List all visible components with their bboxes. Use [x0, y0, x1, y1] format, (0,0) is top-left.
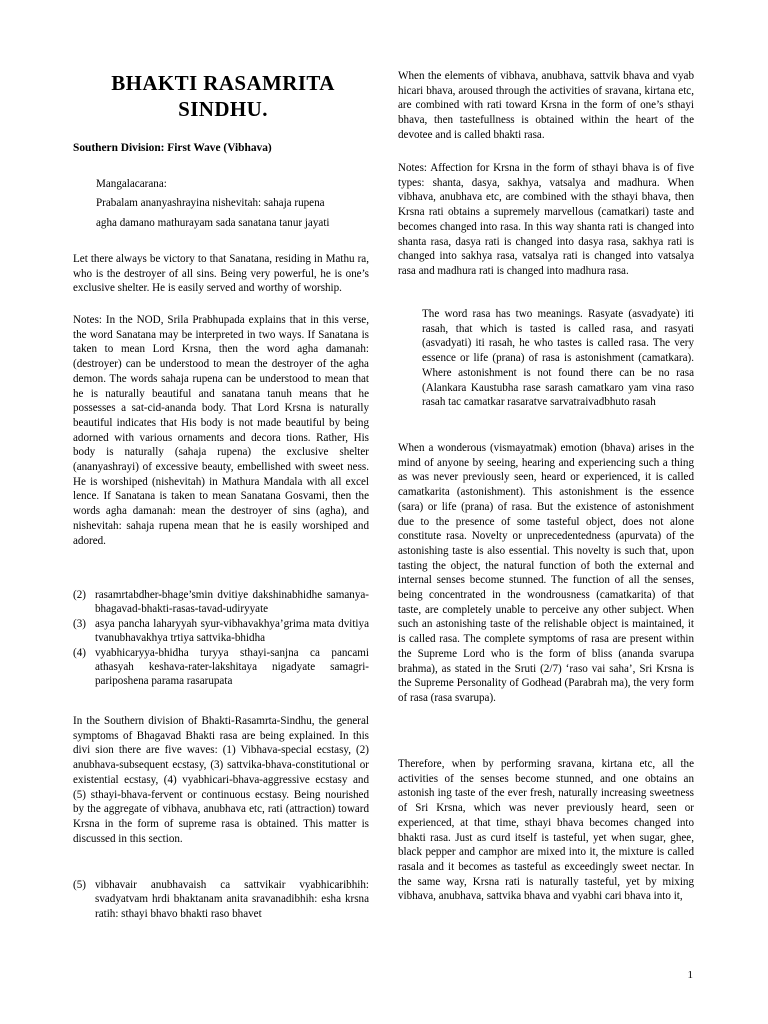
paragraph-text: When the elements of vibhava, anubhava, sattvik bhava and vyab hicari bhava, aroused through the activities of sravana, kirtana etc, are combined with rati toward Krsna in the form of one’s sthayi bhava, then tastefullness is obtained within the heart of the devotee and is called bhakti rasa.: [398, 70, 694, 141]
list-text: rasamrtabdher-bhage’smin dvitiye dakshinabhidhe samanya-bhagavad-bhakti-rasas-tavad-udiryyate: [95, 589, 369, 616]
section-subtitle: Southern Division: First Wave (Vibhava): [73, 142, 272, 154]
verse-line-1: [96, 196, 368, 211]
page-number: 1: [687, 969, 693, 981]
block-quote: [422, 307, 694, 410]
list-number: (2): [73, 589, 86, 601]
left-paragraph-3: [73, 714, 369, 846]
paragraph-text: Notes: In the NOD, Srila Prabhupada explains that in this verse, the word Sanatana may be interpreted in two ways. If Sanatana is taken to mean Lord Krsna, then the word agha damanah: (destroyer) can be understood to mean the destroyer of the agha demon. The words sahaja rupena can be understood to mean that he is naturally beautiful and sanatana tanuh means that he possesses a sat-cid-ananda body. That Lord Krsna is naturally beautiful indicates that His body is not made beautiful by being adorned with various ornaments and decora tions. Rather, His body is naturally (sahaja rupena) the exclusive shelter (ananyashrayi) of excessive beauty, embellished with sweet ness. He is worshiped (nishevitah) in Mathura Mandala with all excel lence. If Sanatana is taken to mean Sanatana Gosvami, then the words agha damanah: mean the destroyer of sins (agha), and nishevitah: sahaja rupena mean that he is easily worshiped and adored.: [73, 314, 369, 547]
mangalacarana-label: Mangalacarana:: [96, 178, 167, 190]
list-text: asya pancha laharyyah syur-vibhavakhya’grima mata dvitiya tvanubhavakhya trtiya sattvika-bhidha: [95, 617, 369, 645]
verse-text: Prabalam ananyashrayina nishevitah: sahaja rupena: [96, 197, 325, 209]
verse-list-1: [73, 588, 369, 689]
list-item: [73, 588, 369, 617]
paragraph-text: Let there always be victory to that Sanatana, residing in Mathu ra, who is the destroyer of all sins. Being very powerful, he is one’s exclusive shelter. He is easily served and worthy of worship.: [73, 253, 369, 295]
right-notes-paragraph: [398, 161, 694, 279]
verse-line-2: [96, 216, 368, 231]
paragraph-text: In the Southern division of Bhakti-Rasamrta-Sindhu, the general symptoms of Bhagavad Bhakti rasa are being explained. In this divi sion there are five waves: (1) Vibhava-special ecstasy, (2) anubhava-subsequent ecstasy, (3) sattvika-bhava-constitutional or existential ecstasy, (4) vyabhicari-bhava-aggressive ecstasy and (5) sthayi-bhava-fervent or continuous ecstasy. Being nourished by the aggregate of vibhava, anubhava etc, rati (attraction) toward Krsna in the form of supreme rasa is obtained. This matter is discussed in this section.: [73, 715, 369, 845]
quote-text: The word rasa has two meanings. Rasyate (asvadyate) iti rasah, that which is tasted is called rasa, and rasyati (asvadyati) iti rasah, he who tastes is called rasa. The very essence or life (prana) of rasa is astonishment (camatkara). Where astonishment is not found there can be no rasa (Alankara Kaustubha rase sarash camatkaro yam vina raso rasah tac camatkar rasaratve sarvatraivadbhuto rasah: [422, 308, 694, 409]
list-item: [73, 617, 369, 646]
right-paragraph-3: [398, 441, 694, 706]
left-notes-paragraph: [73, 313, 369, 548]
list-text: vibhavair anubhavaish ca sattvikair vyabhicaribhih: svadyatvam hrdi bhaktanam anita sravanadibhih: esha krsna ratih: sthayi bhavo bhakti raso bhavet: [95, 879, 369, 920]
paragraph-text: When a wonderous (vismayatmak) emotion (bhava) arises in the mind of anyone by seeing, hearing and experiencing such a thing as was never previously seen, heard or experienced, it is called camatkarita (astonishment). This astonishment is the essence (sara) or life (prana) of rasa. But the existence of astonishment due to the presence of some tasteful object, does not alone constitute rasa. Novelty or unprecedentedness (apurvata) of the astonishing taste is also essential. This novelty is such that, upon tasting the object, the natural function of both the external and internal senses become stunned. The function of all the senses, being concentrated in the wondrousness (camatkarita) of that taste, are completely unable to perceive any other subject. When such an astonishing taste of the relishable object is maintained, it is called rasa. The complete symptoms of rasa are present within the Supreme Lord who is the form of bliss (ananda svarupa brahma), as stated in the Sruti (2/7) ‘raso vai saha’, Sri Krsna is the Supreme Personality of Godhead (Parabrah ma), the very form of rasa (rasa svarupa).: [398, 442, 694, 704]
verse-list-2: [73, 878, 369, 921]
right-paragraph-4: [398, 757, 694, 904]
right-paragraph-1: [398, 69, 694, 143]
list-number: (5): [73, 879, 86, 891]
page-title: BHAKTI RASAMRITA SINDHU.: [111, 71, 335, 121]
verse-text: agha damano mathurayam sada sanatana tanur jayati: [96, 217, 330, 229]
list-text: vyabhicaryya-bhidha turyya sthayi-sanjna ca pancami athasyah keshava-rater-lakshitaya nigadyate samagri-pariposhena parama rasarupata: [95, 646, 369, 688]
paragraph-text: Notes: Affection for Krsna in the form of sthayi bhava is of five types: shanta, dasya, sakhya, vatsalya and madhura. When vibhava, anubhava etc, are combined with the sthayi bhava, then Krsna rati obtains a supremely marvellous (camatkari) taste and becomes changed into rasa. In this way shanta rati is changed into shanta rasa, dasya rati is changed into dasya rasa, sakhya rati is changed into sakhya rasa, vatsalya rati is changed into vatsalya rasa and madhura rati is changed into madhura rasa.: [398, 162, 694, 277]
list-number: (3): [73, 617, 86, 630]
mangalacarana-block: [96, 177, 368, 192]
list-item: [73, 878, 369, 921]
left-paragraph-1: [73, 252, 369, 296]
list-number: (4): [73, 646, 86, 659]
list-item: [73, 646, 369, 689]
paragraph-text: Therefore, when by performing sravana, kirtana etc, all the activities of the senses become stunned, and one obtains an astonish ing taste of the ever fresh, naturally increasing sweetness of Sri Krsna, which was never previously heard, seen or experienced, at that time, sthayi bhava becomes changed into bhakti rasa. Just as curd itself is tasteful, yet when sugar, ghee, black pepper and camphor are mixed into it, the mixture is called rasala and it becomes as tasteful as exceedingly sweet nectar. In the same way, Krsna rati is naturally tasteful, yet by mixing vibhava, anubhava, sattvika bhava and vyabhi cari bhava into it,: [398, 758, 694, 903]
